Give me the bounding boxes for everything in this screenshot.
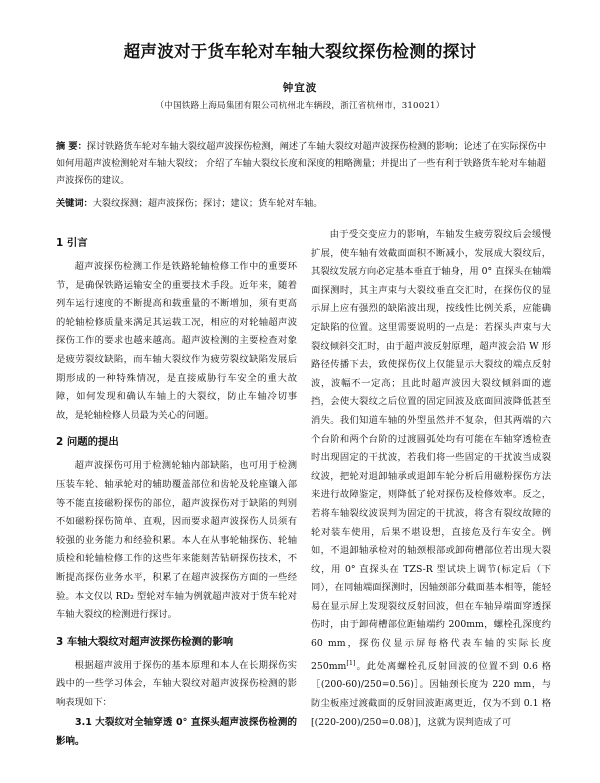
section-1-paragraph: 超声波探伤检测工作是铁路轮轴检修工作中的重要环节，是确保铁路运输安全的重要技术手段。近年来，随着列车运行速度的不断提高和载重量的不断增加，须有更高的轮轴检修质量来满足其运载工况，相应的对轮轴超声波探伤工作的要求也越来越高。超声波检测的主要检查对象是疲劳裂纹缺陷，而车轴大裂纹作为疲劳裂纹缺陷发展后期形成的一种特殊情况，是直接威胁行车安全的重大故障，如何发现和确认车轴上的大裂纹，防止车轴冷切事故，是轮轴检修人员最为关心的问题。 (56, 261, 297, 421)
right-paragraph-text-1: 由于受交变应力的影响，车轴发生疲劳裂纹后会缓慢扩展，使车轴有效截面面积不断减小，发展成大裂纹后，其裂纹发展方向必定基本垂直于轴身，用 0° 直探头在轴端面探测时，其主声束与大裂纹垂直交汇时，在探伤仪的显示屏上应有强烈的缺陷波出现，按线性比例关系，应能确定缺陷的位置。这里需要说明的一点是：若探头声束与大裂纹倾斜交汇时，由于超声波反射原理，超声波会沿 W 形路径传播下去，致使探伤仪上仅能显示大裂纹的端点反射波，波幅不一定高；且此时超声波因大裂纹倾斜面的遮挡，会使大裂纹之后位置的固定回波及底面回波降低甚至消失。我们知道车轴的外型虽然并不复杂，但其两端的六个台阶和两个台阶的过渡圆弧处均有可能在车轴穿透检查时出现固定的干扰波，若我们将一些固定的干扰波当成裂纹波，把轮对退卸轴承或退卸车轮分析后用磁粉探伤方法来进行故障鉴定，则降低了轮对探伤及检修效率。反之，若将车轴裂纹波误判为固定的干扰波，将含有裂纹故障的轮对装车使用，后果不堪设想，直接危及行车安全。例如，不退卸轴承检对的轴颈根部或卸荷槽部位若出现大裂纹，用 0° 直探头在 TZS-R 型试块上调节(标定后（下同），在同轴端面探测时，因轴颈部分截面基本相等，能轻易在显示屏上发现裂纹反射回波，但在车轴异端面穿透探伤时，由于卸荷槽部位距轴端约 200mm，螺栓孔深度约 60 mm，探伤仪显示屏每格代表车轴的实际长度 250mm (311, 229, 551, 672)
right-paragraph-text-2: 。此处离螺栓孔反射回波的位置不到 0.6 格［(200-60)/250=0.56)］。因轴颈长度为 220 mm，与防尘板座过渡截面的反射回波距离更近，仅为不到 0.1 格[(220-200)/250=0.08）]，这就为误判造成了可 (311, 660, 551, 728)
section-2-paragraph: 超声波探伤可用于检测轮轴内部缺陷，也可用于检测压装车轮、轴承轮对的辅助覆盖部位和齿轮及轮座镶入部等不能直接磁粉探伤的部位，超声波探伤对于缺陷的判别不如磁粉探伤简单、直观，因而要求超声波探伤人员须有较强的业务能力和经验积累。本人在从事轮轴探伤、轮轴质检和轮轴检修工作的这些年来能刻苦钻研探伤技术，不断提高探伤业务水平，积累了在超声波探伤方面的一些经验。本文仅以 RD₂ 型轮对车轴为例就超声波对于货车轮对车轴大裂纹的检测进行探讨。 (56, 460, 297, 621)
abstract (56, 138, 548, 189)
citation-1: [1] (346, 658, 356, 667)
keywords (56, 196, 548, 211)
right-column (311, 226, 551, 732)
subsection-3-1-heading: 3.1 大裂纹对全轴穿透 0° 直探头超声波探伤检测的影响。 (56, 717, 297, 748)
keywords-label: 关键词： (56, 198, 93, 209)
left-column (56, 226, 297, 752)
section-3-paragraph: 根据超声波用于探伤的基本原理和本人在长期探伤实践中的一些学习体会，车轴大裂纹对超声波探伤检测的影响表现如下： (56, 659, 297, 708)
author-affiliation: （中国铁路上海局集团有限公司杭州北车辆段，浙江省杭州市，310021） (155, 101, 445, 111)
section-1-heading: 1 引言 (56, 237, 88, 249)
abstract-text: 探讨铁路货车轮对车轴大裂纹超声波探伤检测，阐述了车轴大裂纹对超声波探伤检测的影响；论述了在实际探伤中如何用超声波检测轮对车轴大裂纹； 介绍了车轴大裂纹长度和深度的粗略测量；并提出了一些有利于铁路货车轮对车轴超声波探伤的建议。 (56, 141, 547, 186)
right-paragraph (311, 226, 551, 732)
keywords-text: 大裂纹探测；超声波探伤；探讨；建议；货车轮对车轴。 (92, 198, 323, 209)
abstract-label: 摘 要： (56, 141, 87, 152)
paper-title: 超声波对于货车轮对车轴大裂纹探伤检测的探讨 (123, 42, 477, 61)
section-2-heading: 2 问题的提出 (56, 436, 119, 449)
section-3-heading: 3 车轴大裂纹对超声波探伤检测的影响 (56, 635, 234, 648)
author-name: 钟宜波 (282, 82, 318, 94)
